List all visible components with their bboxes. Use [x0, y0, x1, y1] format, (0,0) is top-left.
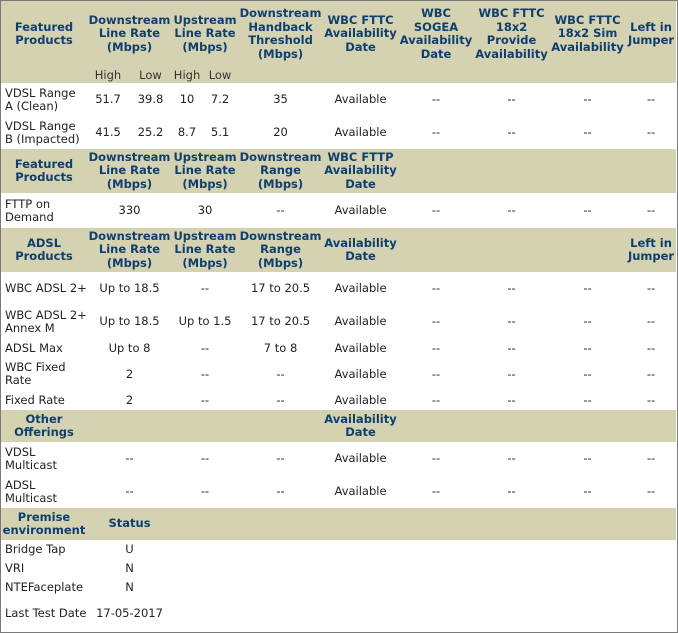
cell: Available — [323, 272, 398, 305]
cell: 5.1 — [202, 116, 238, 149]
row-label: NTEFaceplate — [1, 578, 87, 597]
col-header-handback-threshold: Downstream Handback Threshold (Mbps) — [238, 1, 323, 67]
cell: -- — [626, 305, 676, 338]
cell: -- — [474, 390, 549, 410]
cell: -- — [398, 305, 474, 338]
section3-header-row — [1, 228, 676, 272]
row-label: WBC Fixed Rate — [1, 358, 87, 390]
col-header-featured-products: Featured Products — [1, 1, 87, 67]
cell: -- — [238, 193, 323, 228]
section5-header-row — [1, 508, 676, 540]
cell: -- — [238, 475, 323, 508]
cell: -- — [87, 475, 172, 508]
cell: 41.5 — [87, 116, 129, 149]
cell: -- — [626, 475, 676, 508]
cell: -- — [474, 338, 549, 358]
cell: -- — [474, 272, 549, 305]
cell: Available — [323, 442, 398, 475]
cell: Up to 18.5 — [87, 272, 172, 305]
row-label: ADSL Max — [1, 338, 87, 358]
cell: -- — [87, 442, 172, 475]
cell: -- — [549, 390, 626, 410]
cell: 35 — [238, 83, 323, 116]
col-header-availability-date: Availability Date — [323, 410, 398, 442]
cell: -- — [549, 272, 626, 305]
sub-low: Low — [129, 67, 172, 83]
cell: -- — [474, 193, 549, 228]
row-label: ADSL Multicast — [1, 475, 87, 508]
cell: -- — [238, 390, 323, 410]
cell: -- — [398, 358, 474, 390]
cell: -- — [474, 358, 549, 390]
table-row — [1, 338, 676, 358]
cell: 39.8 — [129, 83, 172, 116]
sub-low: Low — [202, 67, 238, 83]
cell: 17 to 20.5 — [238, 305, 323, 338]
col-header-premise-environment: Premise environment — [1, 508, 87, 540]
col-header-upstream-line-rate: Upstream Line Rate (Mbps) — [172, 1, 238, 67]
cell: 10 — [172, 83, 202, 116]
cell: Available — [323, 116, 398, 149]
cell: -- — [549, 305, 626, 338]
row-label: VDSL Range A (Clean) — [1, 83, 87, 116]
col-header-fttc-18x2-provide: WBC FTTC 18x2 Provide Availability — [474, 1, 549, 67]
cell: Up to 18.5 — [87, 305, 172, 338]
cell: Up to 8 — [87, 338, 172, 358]
cell: -- — [626, 442, 676, 475]
cell: -- — [474, 305, 549, 338]
cell: -- — [549, 338, 626, 358]
status-value: 17-05-2017 — [87, 597, 172, 629]
cell: -- — [626, 116, 676, 149]
cell: -- — [474, 442, 549, 475]
col-header-downstream-line-rate: Downstream Line Rate (Mbps) — [87, 149, 172, 193]
cell: -- — [549, 442, 626, 475]
cell: -- — [549, 193, 626, 228]
cell: -- — [172, 390, 238, 410]
col-header-availability-date: Availability Date — [323, 228, 398, 272]
broadband-availability-table — [1, 1, 676, 629]
table-row — [1, 83, 676, 116]
sub-high: High — [87, 67, 129, 83]
cell: 51.7 — [87, 83, 129, 116]
table-row — [1, 540, 676, 559]
cell: -- — [626, 83, 676, 116]
table-row — [1, 305, 676, 338]
row-label: VDSL Multicast — [1, 442, 87, 475]
cell: -- — [398, 116, 474, 149]
row-label: VDSL Range B (Impacted) — [1, 116, 87, 149]
col-header-status: Status — [87, 508, 172, 540]
row-label: VRI — [1, 559, 87, 578]
cell: 2 — [87, 390, 172, 410]
col-header-upstream-line-rate: Upstream Line Rate (Mbps) — [172, 228, 238, 272]
table-row — [1, 390, 676, 410]
cell: 8.7 — [172, 116, 202, 149]
row-label: Fixed Rate — [1, 390, 87, 410]
table-row — [1, 116, 676, 149]
cell: -- — [172, 442, 238, 475]
row-label: WBC ADSL 2+ — [1, 272, 87, 305]
cell: Available — [323, 390, 398, 410]
cell: Available — [323, 358, 398, 390]
row-label: WBC ADSL 2+ Annex M — [1, 305, 87, 338]
status-value: N — [87, 559, 172, 578]
cell: 7.2 — [202, 83, 238, 116]
table-row — [1, 475, 676, 508]
cell: -- — [626, 193, 676, 228]
col-header-downstream-range: Downstream Range (Mbps) — [238, 149, 323, 193]
status-value: N — [87, 578, 172, 597]
cell: -- — [549, 116, 626, 149]
col-header-adsl-products: ADSL Products — [1, 228, 87, 272]
cell: -- — [549, 358, 626, 390]
cell: -- — [172, 338, 238, 358]
section2-header-row — [1, 149, 676, 193]
col-header-left-in-jumper: Left in Jumper — [626, 1, 676, 67]
cell: -- — [238, 358, 323, 390]
cell: -- — [398, 193, 474, 228]
table-row — [1, 272, 676, 305]
cell: -- — [398, 272, 474, 305]
cell: -- — [172, 475, 238, 508]
col-header-fttc-18x2-sim: WBC FTTC 18x2 Sim Availability — [549, 1, 626, 67]
cell: -- — [549, 83, 626, 116]
cell: 7 to 8 — [238, 338, 323, 358]
cell: -- — [238, 442, 323, 475]
cell: 17 to 20.5 — [238, 272, 323, 305]
cell: -- — [549, 475, 626, 508]
table-row — [1, 358, 676, 390]
cell: 30 — [172, 193, 238, 228]
col-header-wbc-sogea-date: WBC SOGEA Availability Date — [398, 1, 474, 67]
table-row — [1, 597, 676, 629]
cell: Available — [323, 193, 398, 228]
cell: -- — [626, 272, 676, 305]
cell: 330 — [87, 193, 172, 228]
cell: 20 — [238, 116, 323, 149]
cell: -- — [474, 116, 549, 149]
cell: -- — [398, 338, 474, 358]
cell: -- — [626, 358, 676, 390]
table-row — [1, 193, 676, 228]
col-header-downstream-line-rate: Downstream Line Rate (Mbps) — [87, 228, 172, 272]
col-header-featured-products: Featured Products — [1, 149, 87, 193]
cell: Available — [323, 475, 398, 508]
table-row — [1, 559, 676, 578]
cell: Up to 1.5 — [172, 305, 238, 338]
section1-subheader-row — [1, 67, 676, 83]
sub-high: High — [173, 67, 201, 82]
col-header-downstream-line-rate: Downstream Line Rate (Mbps) — [87, 1, 172, 67]
cell: -- — [398, 475, 474, 508]
row-label: Last Test Date — [1, 597, 87, 629]
cell: Available — [323, 83, 398, 116]
col-header-upstream-line-rate: Upstream Line Rate (Mbps) — [172, 149, 238, 193]
row-label: FTTP on Demand — [1, 193, 87, 228]
col-header-downstream-range: Downstream Range (Mbps) — [238, 228, 323, 272]
cell: 2 — [87, 358, 172, 390]
cell: -- — [474, 475, 549, 508]
row-label: Bridge Tap — [1, 540, 87, 559]
section4-header-row — [1, 410, 676, 442]
cell: -- — [626, 338, 676, 358]
cell: -- — [398, 83, 474, 116]
col-header-wbc-fttc-date: WBC FTTC Availability Date — [323, 1, 398, 67]
cell: -- — [626, 390, 676, 410]
table-row — [1, 578, 676, 597]
cell: 25.2 — [129, 116, 172, 149]
cell: -- — [172, 358, 238, 390]
col-header-other-offerings: Other Offerings — [1, 410, 87, 442]
cell: Available — [323, 305, 398, 338]
status-value: U — [87, 540, 172, 559]
table-row — [1, 442, 676, 475]
cell: -- — [172, 272, 238, 305]
cell: Available — [323, 338, 398, 358]
section1-header-row — [1, 1, 676, 67]
cell: -- — [398, 442, 474, 475]
col-header-wbc-fttp-date: WBC FTTP Availability Date — [323, 149, 398, 193]
cell: -- — [474, 83, 549, 116]
col-header-left-in-jumper: Left in Jumper — [626, 228, 676, 272]
cell: -- — [398, 390, 474, 410]
